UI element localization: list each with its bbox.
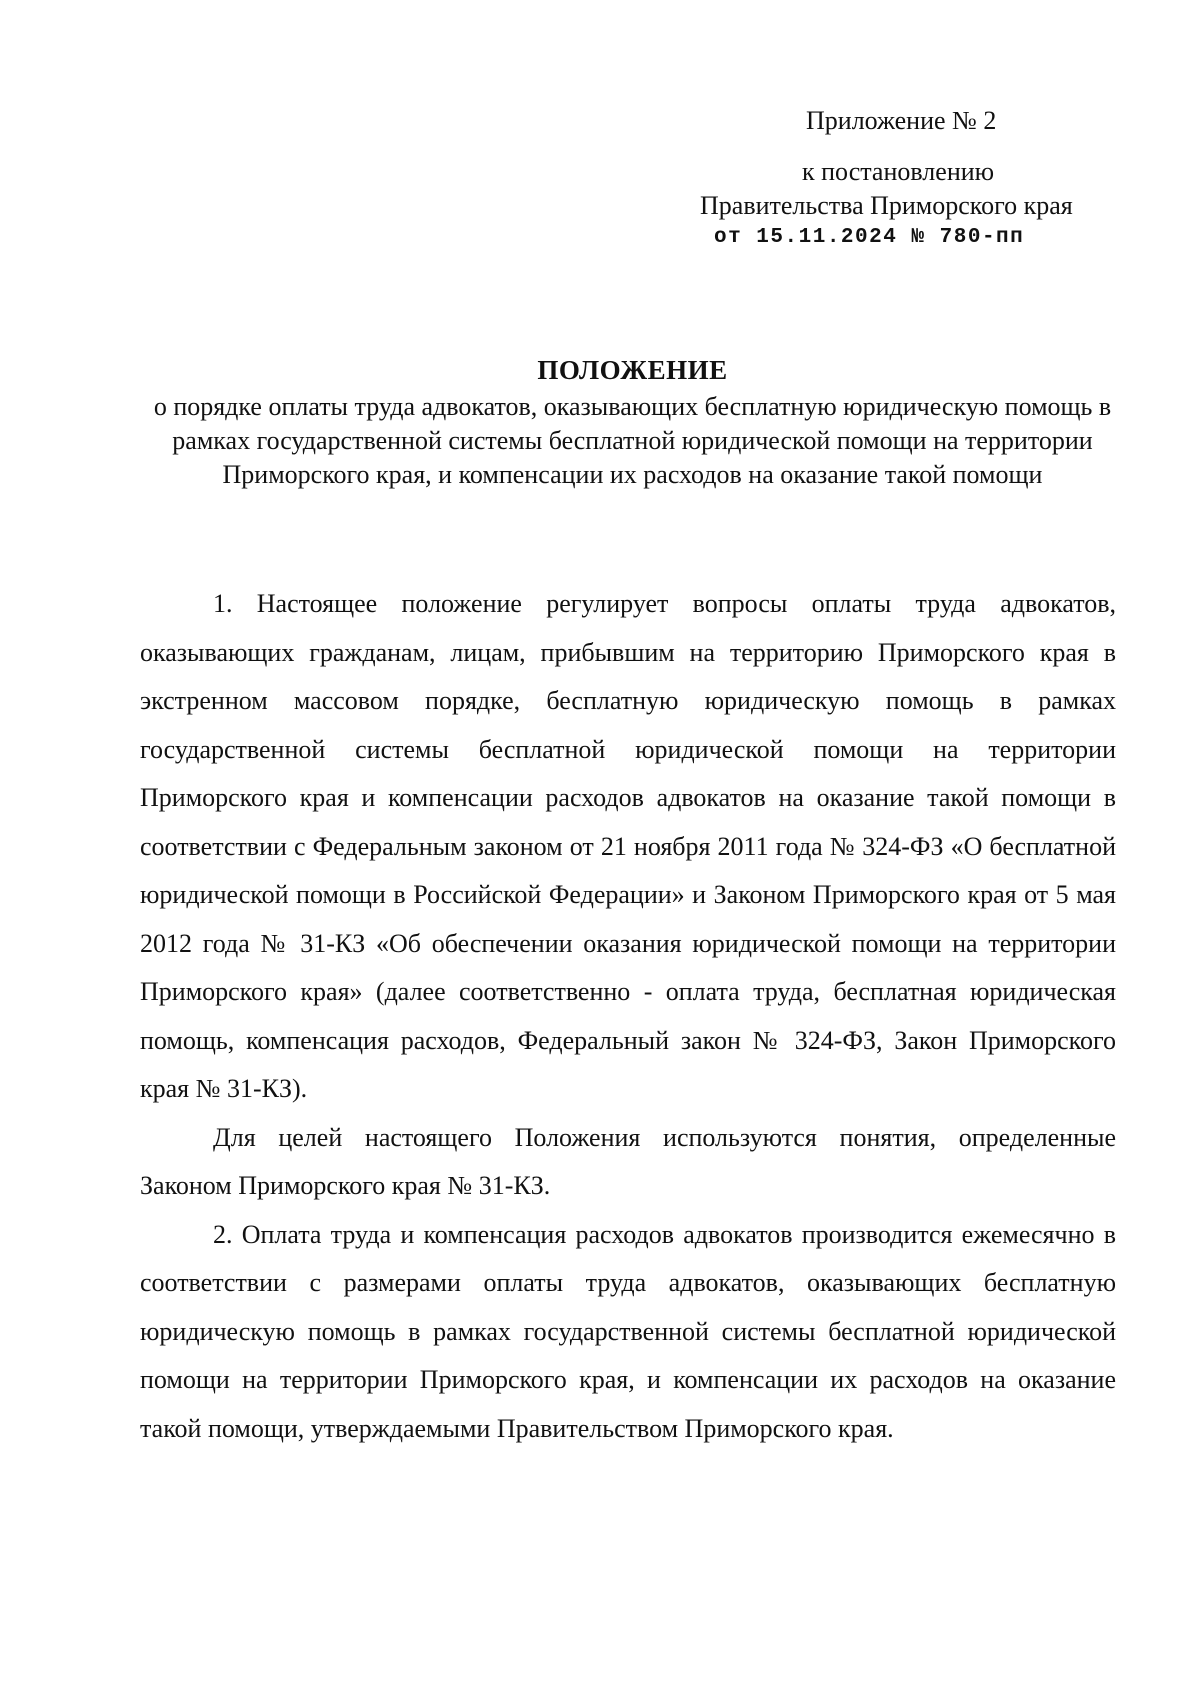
decree-line-1: к постановлению bbox=[802, 157, 995, 186]
document-subtitle: о порядке оплаты труда адвокатов, оказывающих бесплатную юридическую помощь в рамках государственной системы бесплатной юридической помощи на территории Приморского края, и компенсации их расходов на оказание такой помощи bbox=[153, 392, 1112, 489]
paragraph-3: 2. Оплата труда и компенсация расходов адвокатов производится ежемесячно в соответствии с размерами оплаты труда адвокатов, оказывающих бесплатную юридическую помощь в рамках государственной системы бесплатной юридической помощи на территории Приморского края, и компенсации их расходов на оказание такой помощи, утверждаемыми Правительством Приморского края. bbox=[140, 1219, 1116, 1443]
decree-date-stamp: от 15.11.2024 № 780-пп bbox=[714, 226, 1025, 249]
document-title: ПОЛОЖЕНИЕ bbox=[537, 355, 728, 385]
document-body bbox=[140, 580, 1116, 1453]
paragraph-2: Для целей настоящего Положения используются понятия, определенные Законом Приморского края № 31-КЗ. bbox=[140, 1122, 1116, 1200]
decree-line-2: Правительства Приморского края bbox=[700, 191, 1073, 220]
paragraph-1: 1. Настоящее положение регулирует вопросы оплаты труда адвокатов, оказывающих гражданам, лицам, прибывшим на территорию Приморского края в экстренном массовом порядке, бесплатную юридическую помощь в рамках государственной системы бесплатной юридической помощи на территории Приморского края и компенсации расходов адвокатов на оказание такой помощи в соответствии с Федеральным законом от 21 ноября 2011 года № 324-ФЗ «О бесплатной юридической помощи в Российской Федерации» и Законом Приморского края от 5 мая 2012 года № 31-КЗ «Об обеспечении оказания юридической помощи на территории Приморского края» (далее соответственно - оплата труда, бесплатная юридическая помощь, компенсация расходов, Федеральный закон № 324-ФЗ, Закон Приморского края № 31-КЗ). bbox=[140, 589, 1116, 1103]
appendix-number: Приложение № 2 bbox=[806, 106, 997, 135]
decree-reference bbox=[700, 155, 1120, 223]
